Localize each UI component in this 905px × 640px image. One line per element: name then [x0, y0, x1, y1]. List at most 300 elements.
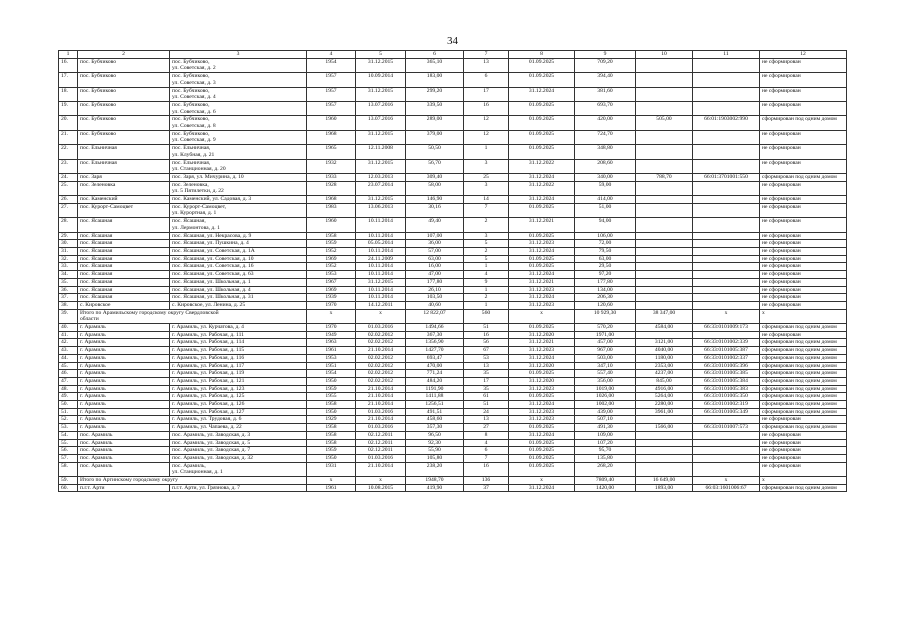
table-cell: пос. Зеленовка — [78, 181, 170, 195]
table-cell: 13 — [464, 416, 509, 424]
table-cell: 29. — [59, 232, 78, 240]
table-cell: с. Кировское — [78, 301, 170, 309]
column-header: 3 — [170, 51, 307, 59]
table-cell: 25. — [59, 181, 78, 195]
table-cell: 16. — [59, 58, 78, 72]
table-cell: 66:01:3701001:550 — [693, 173, 760, 181]
table-cell: 1566,00 — [636, 424, 693, 432]
table-cell: 1958 — [307, 424, 356, 432]
table-cell: 458,60 — [406, 416, 464, 424]
table-cell: 12 — [464, 130, 509, 144]
table-cell: пос. Ясашная — [78, 247, 170, 255]
table-cell: не сформирован — [760, 431, 847, 439]
table-cell: пос. Бубчиково — [78, 58, 170, 72]
table-cell: пос. Арамиль — [78, 431, 170, 439]
table-cell: г. Арамиль — [78, 354, 170, 362]
column-header: 11 — [693, 51, 760, 59]
table-cell: 4237,00 — [636, 370, 693, 378]
table-cell: 66:33:0101005:349 — [693, 408, 760, 416]
table-cell: 02.02.2012 — [356, 331, 406, 339]
table-cell: 27 — [464, 424, 509, 432]
table-cell: пос. Ельничная, ул. Станционная, д. 20 — [170, 159, 307, 173]
table-cell: 47. — [59, 377, 78, 385]
column-header: 7 — [464, 51, 509, 59]
table-cell: не сформирован — [760, 255, 847, 263]
table-cell: пос. Бубчиково — [78, 101, 170, 115]
table-cell: пос. Ясашная — [78, 232, 170, 240]
table-cell: 1949 — [307, 331, 356, 339]
table-cell: 37 — [464, 484, 509, 492]
table-cell: 01.09.2025 — [509, 255, 575, 263]
table-cell: 1 — [464, 286, 509, 294]
table-cell: пос. Ясашная — [78, 255, 170, 263]
table-cell: 8 — [464, 431, 509, 439]
table-cell: 31.12.2024 — [509, 484, 575, 492]
table-cell: 1932 — [307, 159, 356, 173]
table-cell: 31.12.2021 — [509, 218, 575, 232]
table-cell: пос. Бубчиково — [78, 73, 170, 87]
table-cell — [636, 278, 693, 286]
table-cell: 27. — [59, 203, 78, 217]
table-cell: г. Арамиль — [78, 347, 170, 355]
table-cell: пос. Ясашная, ул. Пушкина, д. 4 — [170, 240, 307, 248]
table-cell: 31.12.2023 — [509, 416, 575, 424]
table-row — [59, 370, 847, 378]
table-cell: не сформирован — [760, 454, 847, 462]
table-cell: 31.12.2023 — [509, 240, 575, 248]
table-cell: сформирован под одним домом — [760, 401, 847, 409]
table-cell: 7809,40 — [575, 477, 636, 485]
table-cell: пос. Заря, ул. Мичурина, д. 10 — [170, 173, 307, 181]
table-cell: 35 — [464, 370, 509, 378]
table-cell — [693, 439, 760, 447]
table-cell: 51 — [464, 401, 509, 409]
table-row — [59, 218, 847, 232]
table-cell: 356,00 — [575, 377, 636, 385]
table-cell: не сформирован — [760, 462, 847, 476]
table-cell: 16 649,00 — [636, 477, 693, 485]
table-cell: 3 — [464, 181, 509, 195]
table-cell: г. Арамиль — [78, 416, 170, 424]
table-cell: пос. Ясашная — [78, 263, 170, 271]
table-cell — [636, 232, 693, 240]
table-cell: 31. — [59, 247, 78, 255]
table-cell: 381,60 — [575, 87, 636, 101]
table-cell: 10.08.2015 — [356, 484, 406, 492]
table-cell — [693, 454, 760, 462]
table-cell: 49,40 — [406, 218, 464, 232]
table-cell: 10.11.2014 — [356, 294, 406, 302]
table-cell: 12 822,07 — [406, 309, 464, 323]
table-cell — [636, 87, 693, 101]
table-cell: 771,24 — [406, 370, 464, 378]
table-cell — [693, 240, 760, 248]
table-cell: 01.09.2025 — [509, 324, 575, 332]
table-cell: пос. Ясашная, ул. Лермонтова, д. 1 — [170, 218, 307, 232]
table-cell: 45. — [59, 362, 78, 370]
table-cell: 31.12.2024 — [509, 271, 575, 279]
table-cell — [636, 73, 693, 87]
table-cell: 1931 — [307, 462, 356, 476]
table-row — [59, 324, 847, 332]
table-cell: 31.12.2015 — [356, 278, 406, 286]
table-cell: x — [760, 477, 847, 485]
table-cell: пос. Ясашная — [78, 294, 170, 302]
table-row — [59, 232, 847, 240]
table-cell: пос. Ясашная, ул. Школьная, д. 1 — [170, 278, 307, 286]
table-cell: 505,00 — [636, 116, 693, 130]
table-cell: 29,50 — [575, 263, 636, 271]
table-cell: пос. Зеленовка, ул. 5 Пятилетки, д. 22 — [170, 181, 307, 195]
table-cell: г. Арамиль, ул. Рабочая, д. 125 — [170, 393, 307, 401]
table-cell: г. Арамиль — [78, 424, 170, 432]
table-cell: пос. Ясашная, ул. Советская, д. 10 — [170, 255, 307, 263]
table-cell: 31.12.2024 — [509, 431, 575, 439]
table-cell: 394,40 — [575, 73, 636, 87]
table-cell: 67 — [464, 347, 509, 355]
table-cell: 19. — [59, 101, 78, 115]
table-cell: сформирован под одним домом — [760, 347, 847, 355]
column-header: 1 — [59, 51, 78, 59]
table-cell: 507,10 — [575, 416, 636, 424]
table-cell: 51. — [59, 408, 78, 416]
table-row — [59, 87, 847, 101]
table-row — [59, 271, 847, 279]
table-row — [59, 454, 847, 462]
table-cell: пос. Ясашная, ул. Школьная, д. 31 — [170, 294, 307, 302]
table-header-row — [59, 51, 847, 59]
table-cell: г. Арамиль, ул. Трудовая, д. 6 — [170, 416, 307, 424]
table-cell — [693, 203, 760, 217]
table-cell: пос. Ельничная — [78, 145, 170, 159]
table-cell: г. Арамиль — [78, 324, 170, 332]
table-cell: 10.09.2014 — [356, 73, 406, 87]
table-cell: Итого по Арамильскому городскому округу Свердловской области — [78, 309, 307, 323]
table-cell: пос. Бубчиково, ул. Советская, д. 3 — [170, 73, 307, 87]
table-cell: 18. — [59, 87, 78, 101]
table-cell: 24. — [59, 173, 78, 181]
table-cell — [636, 294, 693, 302]
table-cell: 10.11.2014 — [356, 232, 406, 240]
table-cell: Итого по Артинскому городскому округу — [78, 477, 307, 485]
table-cell: пос. Ельничная — [78, 159, 170, 173]
table-cell: 1968 — [307, 196, 356, 204]
table-cell: 7 — [464, 203, 509, 217]
table-cell: не сформирован — [760, 73, 847, 87]
table-cell: 309,40 — [406, 173, 464, 181]
table-cell: 96,50 — [406, 431, 464, 439]
table-row — [59, 173, 847, 181]
table-cell: 34. — [59, 271, 78, 279]
table-cell: 1191,90 — [406, 385, 464, 393]
table-row — [59, 247, 847, 255]
table-cell: 135,80 — [575, 454, 636, 462]
table-cell — [693, 159, 760, 173]
table-cell: 58,00 — [406, 181, 464, 195]
table-cell: 01.03.2016 — [356, 408, 406, 416]
table-cell: 1965 — [307, 145, 356, 159]
table-cell: пос. Каменский, ул. Садовая, д. 3 — [170, 196, 307, 204]
table-cell: 967,00 — [575, 347, 636, 355]
table-row — [59, 101, 847, 115]
table-cell: 21.10.2014 — [356, 385, 406, 393]
table-cell: 1960 — [307, 116, 356, 130]
table-cell: x — [693, 309, 760, 323]
table-cell: 1958 — [307, 232, 356, 240]
table-cell — [636, 196, 693, 204]
table-cell: 31.12.2024 — [509, 173, 575, 181]
table-cell: 17. — [59, 73, 78, 87]
table-cell: 1968 — [307, 130, 356, 144]
table-row — [59, 484, 847, 492]
table-cell — [693, 301, 760, 309]
table-row — [59, 354, 847, 362]
table-cell: не сформирован — [760, 247, 847, 255]
table-cell: 56,70 — [406, 159, 464, 173]
table-cell: 66:33:0101002:319 — [693, 401, 760, 409]
table-cell: г. Арамиль — [78, 370, 170, 378]
table-cell: г. Арамиль, ул. Чапаева, д. 22 — [170, 424, 307, 432]
table-cell: 95,70 — [575, 447, 636, 455]
table-cell: 1969 — [307, 255, 356, 263]
table-cell: 2280,00 — [636, 401, 693, 409]
table-cell: 01.09.2025 — [509, 58, 575, 72]
table-row — [59, 385, 847, 393]
table-cell: 31.12.2023 — [509, 286, 575, 294]
table-cell: 01.03.2016 — [356, 324, 406, 332]
table-cell: пос. Бубчиково, ул. Советская, д. 6 — [170, 101, 307, 115]
table-cell: 1411,88 — [406, 393, 464, 401]
table-row — [59, 401, 847, 409]
table-cell: сформирован под одним домом — [760, 385, 847, 393]
table-cell: 33. — [59, 263, 78, 271]
table-cell: 1961 — [307, 484, 356, 492]
table-cell — [636, 447, 693, 455]
table-cell: 4 — [464, 271, 509, 279]
table-cell: 01.09.2025 — [509, 116, 575, 130]
table-cell: 63,00 — [575, 255, 636, 263]
table-cell: г. Арамиль — [78, 339, 170, 347]
table-cell: 347,10 — [575, 362, 636, 370]
table-cell: 21.10.2014 — [356, 416, 406, 424]
table-cell: 66:33:0101005:396 — [693, 362, 760, 370]
table-cell: не сформирован — [760, 286, 847, 294]
table-cell: 13 — [464, 362, 509, 370]
table-cell: 48. — [59, 385, 78, 393]
table-cell: не сформирован — [760, 87, 847, 101]
table-cell: 66:33:0101002:337 — [693, 354, 760, 362]
table-cell: г. Арамиль, ул. Рабочая, д. 123 — [170, 385, 307, 393]
table-cell: 183,00 — [406, 73, 464, 87]
table-cell: 60. — [59, 484, 78, 492]
table-cell: 6 — [464, 447, 509, 455]
table-cell: 13.06.2013 — [356, 203, 406, 217]
table-cell: пос. Арамиль, ул. Заводская, д. 7 — [170, 447, 307, 455]
table-cell — [693, 101, 760, 115]
table-cell: 1356,90 — [406, 339, 464, 347]
table-cell: сформирован под одним домом — [760, 408, 847, 416]
table-cell: 107,00 — [406, 232, 464, 240]
table-cell — [636, 271, 693, 279]
table-cell — [693, 278, 760, 286]
table-cell: 788,70 — [636, 173, 693, 181]
table-cell: 01.09.2025 — [509, 439, 575, 447]
table-cell: 38. — [59, 301, 78, 309]
table-cell — [636, 159, 693, 173]
table-cell: 59,00 — [575, 181, 636, 195]
table-cell: г. Арамиль, ул. Рабочая, д. 111 — [170, 331, 307, 339]
table-cell: 21.10.2014 — [356, 401, 406, 409]
table-cell: 1958 — [307, 431, 356, 439]
table-cell: не сформирован — [760, 130, 847, 144]
table-cell — [693, 271, 760, 279]
table-cell: пос. Ясашная — [78, 278, 170, 286]
table-cell: 46. — [59, 370, 78, 378]
table-cell: 31.12.2024 — [509, 354, 575, 362]
table-cell: г. Арамиль, ул. Рабочая, д. 117 — [170, 362, 307, 370]
table-cell: 1420,00 — [575, 484, 636, 492]
table-cell: 299,20 — [406, 87, 464, 101]
table-cell: не сформирован — [760, 331, 847, 339]
table-cell: 37. — [59, 294, 78, 302]
table-row — [59, 73, 847, 87]
table-cell: 66:33:0101005:385 — [693, 370, 760, 378]
table-cell: пос. Арамиль — [78, 454, 170, 462]
table-cell: не сформирован — [760, 416, 847, 424]
table-row — [59, 347, 847, 355]
table-cell: г. Арамиль — [78, 377, 170, 385]
table-cell: 23. — [59, 159, 78, 173]
table-cell: 31.12.2015 — [356, 87, 406, 101]
table-cell: 21.10.2014 — [356, 462, 406, 476]
table-cell: 557,40 — [575, 370, 636, 378]
table-cell: 55. — [59, 439, 78, 447]
table-cell: 31.12.2015 — [356, 58, 406, 72]
table-row — [59, 416, 847, 424]
table-cell — [636, 255, 693, 263]
table-cell: 30. — [59, 240, 78, 248]
table-cell — [693, 447, 760, 455]
table-cell: 31.12.2023 — [509, 301, 575, 309]
table-cell: не сформирован — [760, 218, 847, 232]
table-cell — [636, 286, 693, 294]
table-cell: 13.07.2016 — [356, 116, 406, 130]
table-cell: 01.09.2025 — [509, 130, 575, 144]
table-cell: г. Арамиль, ул. Рабочая, д. 114 — [170, 339, 307, 347]
table-row — [59, 294, 847, 302]
table-row — [59, 309, 847, 323]
table-cell: не сформирован — [760, 263, 847, 271]
table-cell: 66:33:0101007:573 — [693, 424, 760, 432]
table-cell: 1933 — [307, 173, 356, 181]
table-cell: 1958 — [307, 401, 356, 409]
table-cell: 01.09.2025 — [509, 393, 575, 401]
table-cell: г. Арамиль — [78, 393, 170, 401]
table-cell: 32. — [59, 255, 78, 263]
table-cell: г. Арамиль — [78, 385, 170, 393]
table-cell: 58. — [59, 462, 78, 476]
table-cell: 02.02.2012 — [356, 370, 406, 378]
table-cell: 05.05.2014 — [356, 240, 406, 248]
table-cell: 22. — [59, 145, 78, 159]
table-cell — [636, 101, 693, 115]
table-cell: 1950 — [307, 454, 356, 462]
table-cell: пос. Ельничная, ул. Клубная, д. 21 — [170, 145, 307, 159]
table-cell: 177,80 — [406, 278, 464, 286]
table-cell: 49. — [59, 393, 78, 401]
table-cell: 02.02.2012 — [356, 339, 406, 347]
table-cell: не сформирован — [760, 301, 847, 309]
table-row — [59, 393, 847, 401]
table-cell: 379,00 — [406, 130, 464, 144]
table-cell: 1959 — [307, 240, 356, 248]
table-cell: 56. — [59, 447, 78, 455]
table-cell: пос. Арамиль, ул. Заводская, д. 3 — [170, 431, 307, 439]
table-cell: 61 — [464, 393, 509, 401]
table-cell: не сформирован — [760, 439, 847, 447]
table-cell: 503,00 — [575, 354, 636, 362]
table-cell — [693, 58, 760, 72]
table-cell: 491,51 — [406, 408, 464, 416]
table-cell: 43. — [59, 347, 78, 355]
table-cell: 57,00 — [406, 247, 464, 255]
table-cell: 02.12.2011 — [356, 447, 406, 455]
table-cell: 4 — [464, 439, 509, 447]
table-row — [59, 477, 847, 485]
table-row — [59, 116, 847, 130]
table-cell: 01.09.2025 — [509, 73, 575, 87]
table-cell: 1948,70 — [406, 477, 464, 485]
table-cell: 1952 — [307, 263, 356, 271]
table-cell: 1961 — [307, 347, 356, 355]
table-cell: 12 — [464, 116, 509, 130]
table-cell: 52. — [59, 416, 78, 424]
table-row — [59, 424, 847, 432]
table-cell: 12.11.2008 — [356, 145, 406, 159]
table-cell: 484,20 — [406, 377, 464, 385]
table-cell: не сформирован — [760, 159, 847, 173]
table-row — [59, 181, 847, 195]
table-cell: 105,80 — [406, 454, 464, 462]
table-cell: 103,50 — [406, 294, 464, 302]
table-row — [59, 301, 847, 309]
column-header: 5 — [356, 51, 406, 59]
table-cell — [636, 331, 693, 339]
table-cell — [693, 331, 760, 339]
column-header: 12 — [760, 51, 847, 59]
table-cell: 21. — [59, 130, 78, 144]
table-cell: 9 — [464, 278, 509, 286]
table-cell: 357,30 — [406, 424, 464, 432]
table-cell: 79,50 — [575, 247, 636, 255]
table-cell: 414,00 — [575, 196, 636, 204]
table-cell: 01.09.2025 — [509, 447, 575, 455]
table-cell: г. Арамиль, ул. Рабочая, д. 127 — [170, 408, 307, 416]
table-cell: 17 — [464, 377, 509, 385]
table-cell — [636, 247, 693, 255]
table-cell: 31.12.2023 — [509, 347, 575, 355]
table-cell: 66:33:0101005:383 — [693, 385, 760, 393]
table-cell: 50. — [59, 401, 78, 409]
table-cell: 206,30 — [575, 294, 636, 302]
table-cell: пос. Ясашная, ул. Советская, д. 1А — [170, 247, 307, 255]
table-row — [59, 339, 847, 347]
table-cell: 1002,00 — [575, 401, 636, 409]
table-cell: пос. Ясашная, ул. Школьная, д. 4 — [170, 286, 307, 294]
table-cell: пос. Арамиль — [78, 462, 170, 476]
table-cell: 66:01:1903002:990 — [693, 116, 760, 130]
table-cell: 28. — [59, 218, 78, 232]
